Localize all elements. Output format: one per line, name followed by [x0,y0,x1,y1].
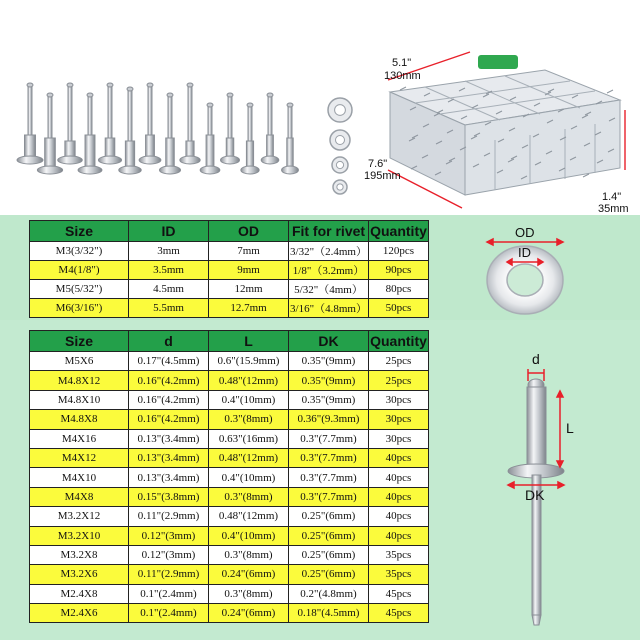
rivet-flange-icon [58,156,83,164]
table-row [30,261,429,280]
cell-size: M2.4X6 [30,604,129,623]
cell-size: M4X16 [30,429,129,448]
rivet-tip-icon [147,83,153,87]
cell-qty: 50pcs [369,299,429,318]
cell-size: M4.8X8 [30,410,129,429]
cell-dk: 0.25"(6mm) [289,507,369,526]
box-length-mm: 195mm [364,170,401,182]
washer-spec-table [29,220,429,318]
table-row [30,604,429,623]
rivet-flange-icon [98,156,121,164]
cell-l: 0.4"(10mm) [209,526,289,545]
cell-qty: 30pcs [369,410,429,429]
table-row [30,487,429,506]
rivet-flange-icon [200,166,220,174]
product-photo-area [0,0,640,215]
table-row [30,410,429,429]
cell-d: 0.16"(4.2mm) [129,371,209,390]
rivet-l-label: L [566,420,574,436]
cell-fit: 1/8"（3.2mm） [289,261,369,280]
box-length-inch: 7.6" [368,158,388,170]
cell-od: 9mm [209,261,289,280]
cell-qty: 120pcs [369,242,429,261]
rivet-tip-icon [187,83,193,87]
rivet-flange-icon [261,156,279,164]
washer-table-header-0: Size [30,221,129,242]
cell-qty: 80pcs [369,280,429,299]
rivet-stem-icon [108,85,112,138]
cell-qty: 30pcs [369,429,429,448]
rivet-flange-icon [37,166,62,174]
cell-qty: 40pcs [369,448,429,467]
washer-table-header-2: OD [209,221,289,242]
cell-dk: 0.36"(9.3mm) [289,410,369,429]
rivet-flange-icon [159,166,180,174]
rivet-table-header [30,331,429,352]
cell-d: 0.13"(3.4mm) [129,448,209,467]
cell-qty: 40pcs [369,507,429,526]
cell-size: M6(3/16") [30,299,129,318]
rivet-flange-icon [221,156,240,164]
cell-fit: 3/32"（2.4mm） [289,242,369,261]
cell-d: 0.17"(4.5mm) [129,352,209,371]
cell-qty: 40pcs [369,468,429,487]
rivet-spec-table [29,330,429,623]
cell-od: 7mm [209,242,289,261]
rivet-stem-icon [88,95,92,135]
cell-d: 0.12"(3mm) [129,545,209,564]
rivet-flange-icon [241,166,259,174]
cell-id: 5.5mm [129,299,209,318]
cell-qty: 25pcs [369,352,429,371]
cell-id: 4.5mm [129,280,209,299]
table-row [30,371,429,390]
cell-dk: 0.25"(6mm) [289,565,369,584]
cell-size: M4X12 [30,448,129,467]
washer-id-label: ID [518,245,531,260]
rivet-tip-icon [67,83,73,87]
rivet-stem-icon [268,95,272,135]
cell-d: 0.16"(4.2mm) [129,410,209,429]
cell-dk: 0.3"(7.7mm) [289,448,369,467]
rivet-stem-icon [188,85,192,141]
cell-size: M3.2X12 [30,507,129,526]
cell-od: 12.7mm [209,299,289,318]
box-height-inch: 1.4" [602,191,622,203]
cell-dk: 0.35"(9mm) [289,371,369,390]
table-row [30,584,429,603]
rivet-diagram [470,345,580,630]
cell-qty: 30pcs [369,390,429,409]
rivet-stem-icon [248,105,252,141]
cell-fit: 3/16"（4.8mm） [289,299,369,318]
rivet-flange-icon [119,166,142,174]
washer-table-header [30,221,429,242]
washer-hole-icon [337,184,343,190]
washer-hole-icon [336,136,345,145]
cell-size: M3.2X8 [30,545,129,564]
table-row [30,526,429,545]
rivet-tip-icon [207,103,213,107]
rivet-tip-icon [107,83,113,87]
cell-l: 0.48"(12mm) [209,507,289,526]
rivet-tip-icon [127,87,133,91]
rivet-stem-icon [208,105,212,135]
cell-qty: 90pcs [369,261,429,280]
washer-table-header-1: ID [129,221,209,242]
table-row [30,299,429,318]
rivet-tip-icon [267,93,273,97]
rivet-stem-icon [228,95,232,138]
cell-d: 0.1"(2.4mm) [129,604,209,623]
rivet-tip-icon [167,93,173,97]
cell-qty: 45pcs [369,604,429,623]
rivet-tip-icon [47,93,53,97]
rivet-stem-icon [68,85,72,141]
cell-dk: 0.2"(4.8mm) [289,584,369,603]
rivet-flange-icon [17,156,43,164]
cell-dk: 0.3"(7.7mm) [289,468,369,487]
cell-size: M4X10 [30,468,129,487]
rivet-dk-label: DK [525,487,545,503]
cell-qty: 40pcs [369,487,429,506]
cell-od: 12mm [209,280,289,299]
cell-size: M3.2X10 [30,526,129,545]
table-row [30,280,429,299]
cell-qty: 25pcs [369,371,429,390]
table-row [30,390,429,409]
cell-dk: 0.25"(6mm) [289,526,369,545]
cell-dk: 0.35"(9mm) [289,390,369,409]
rivet-table-header-4: Quantity [369,331,429,352]
cell-dk: 0.3"(7.7mm) [289,487,369,506]
cell-qty: 45pcs [369,584,429,603]
rivet-flange-icon [78,166,102,174]
rivet-flange-icon [139,156,161,164]
cell-size: M4.8X10 [30,390,129,409]
rivet-stem-icon [288,105,292,138]
rivet-tip-icon [27,83,33,87]
cell-l: 0.24"(6mm) [209,565,289,584]
rivet-tip-icon [287,103,293,107]
table-row [30,242,429,261]
cell-size: M3.2X6 [30,565,129,584]
cell-d: 0.16"(4.2mm) [129,390,209,409]
cell-size: M5(5/32") [30,280,129,299]
washer-diagram [470,220,580,320]
cell-id: 3mm [129,242,209,261]
washer-table-header-3: Fit for rivet [289,221,369,242]
cell-dk: 0.3"(7.7mm) [289,429,369,448]
cell-qty: 35pcs [369,545,429,564]
cell-l: 0.48"(12mm) [209,371,289,390]
rivet-tip-icon [247,103,253,107]
cell-size: M4.8X12 [30,371,129,390]
cell-size: M3(3/32") [30,242,129,261]
cell-size: M2.4X8 [30,584,129,603]
table-row [30,468,429,487]
cell-fit: 5/32"（4mm） [289,280,369,299]
cell-d: 0.15"(3.8mm) [129,487,209,506]
rivet-table-header-3: DK [289,331,369,352]
cell-size: M4(1/8") [30,261,129,280]
rivet-body-icon [45,138,56,170]
table-row [30,429,429,448]
cell-dk: 0.35"(9mm) [289,352,369,371]
rivet-table-header-1: d [129,331,209,352]
rivet-table-header-2: L [209,331,289,352]
rivet-stem-icon [168,95,172,138]
cell-qty: 35pcs [369,565,429,584]
rivet-stem-icon [148,85,152,135]
cell-size: M5X6 [30,352,129,371]
cell-l: 0.3"(8mm) [209,487,289,506]
cell-d: 0.13"(3.4mm) [129,468,209,487]
table-row [30,448,429,467]
rivet-table-header-0: Size [30,331,129,352]
cell-l: 0.4"(10mm) [209,468,289,487]
cell-d: 0.11"(2.9mm) [129,507,209,526]
cell-l: 0.3"(8mm) [209,584,289,603]
cell-l: 0.4"(10mm) [209,390,289,409]
cell-d: 0.11"(2.9mm) [129,565,209,584]
cell-size: M4X8 [30,487,129,506]
rivet-body-icon [287,138,293,170]
cell-l: 0.63"(16mm) [209,429,289,448]
storage-box-illustration [364,40,640,215]
brand-label-icon [478,55,518,69]
table-row [30,352,429,371]
rivet-tip-icon [227,93,233,97]
rivet-lineup-illustration [0,0,330,215]
cell-d: 0.1"(2.4mm) [129,584,209,603]
table-row [30,545,429,564]
box-width-inch: 5.1" [392,57,412,69]
table-row [30,565,429,584]
cell-l: 0.3"(8mm) [209,545,289,564]
rivet-d-label: d [532,351,540,367]
cell-l: 0.48"(12mm) [209,448,289,467]
cell-id: 3.5mm [129,261,209,280]
rivet-body-icon [206,135,214,170]
cell-l: 0.3"(8mm) [209,410,289,429]
rivet-stem-icon [28,85,32,135]
rivet-body-icon [85,135,95,170]
cell-dk: 0.25"(6mm) [289,545,369,564]
rivet-tip-icon [87,93,93,97]
rivet-flange-icon [180,156,200,164]
rivet-stem-icon [48,95,52,138]
cell-l: 0.24"(6mm) [209,604,289,623]
rivet-body-icon [166,138,175,170]
box-width-mm: 130mm [384,70,421,82]
table-row [30,507,429,526]
cell-dk: 0.18"(4.5mm) [289,604,369,623]
washer-hole-icon [335,105,346,116]
cell-d: 0.13"(3.4mm) [129,429,209,448]
washer-table-header-4: Quantity [369,221,429,242]
cell-l: 0.6"(15.9mm) [209,352,289,371]
rivet-flange-icon [282,166,299,174]
washer-hole-icon [336,161,343,168]
rivet-stem-icon [128,89,132,141]
cell-qty: 40pcs [369,526,429,545]
box-height-mm: 35mm [598,203,629,215]
washer-od-label: OD [515,225,535,240]
cell-d: 0.12"(3mm) [129,526,209,545]
